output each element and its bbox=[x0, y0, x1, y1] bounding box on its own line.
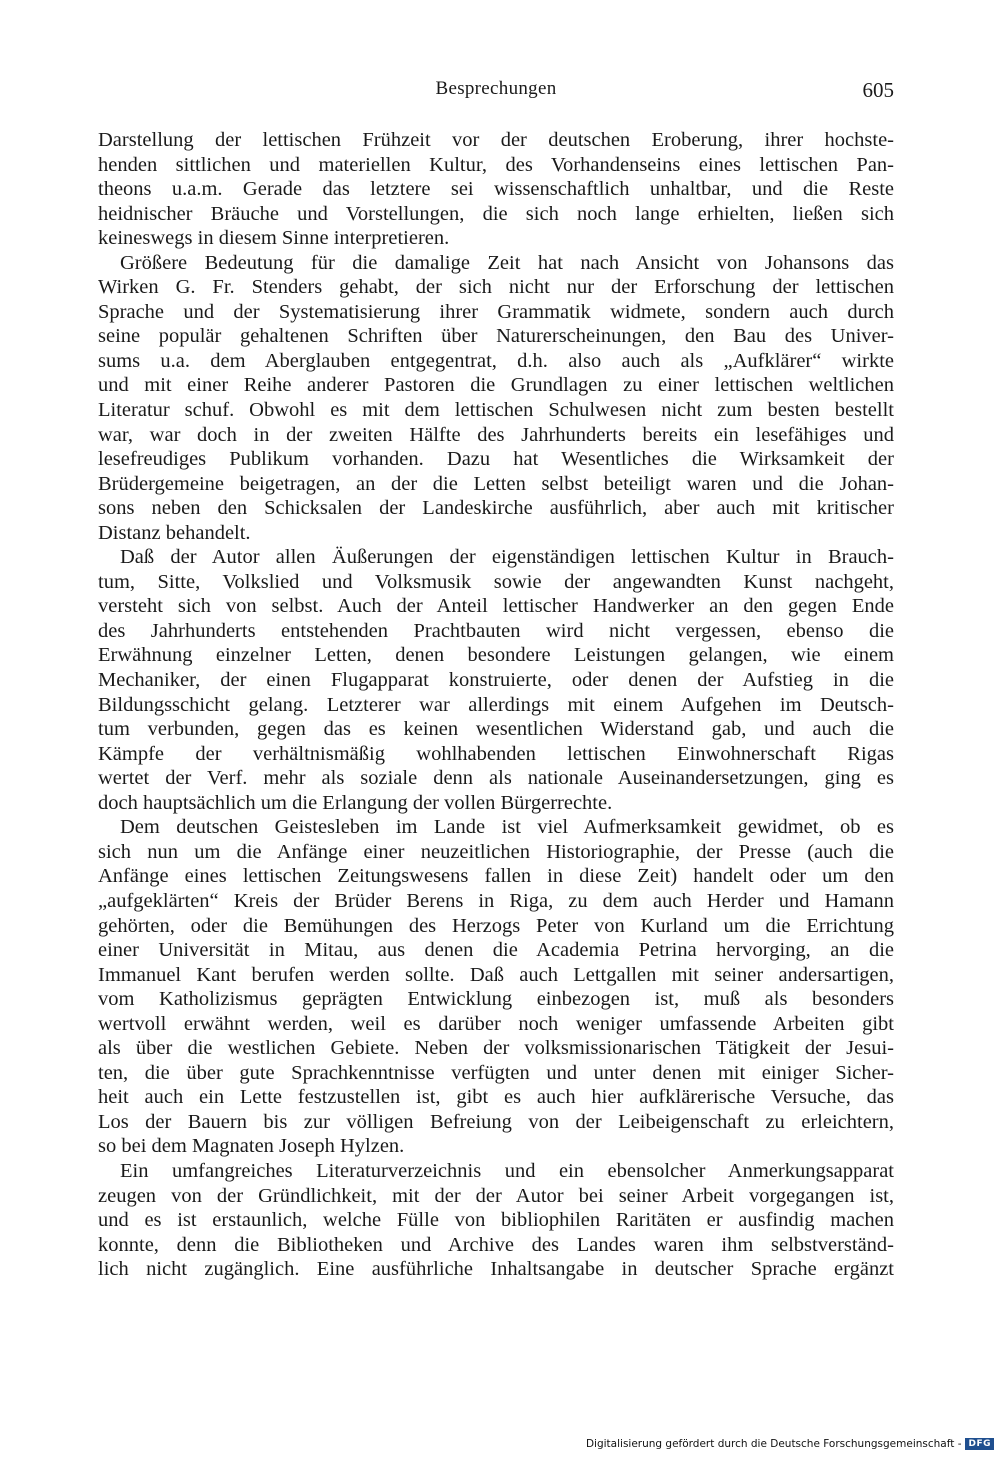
paragraph-start-line: Größere Bedeutung für die damalige Zeit hat nach Ansicht von Johansons das bbox=[120, 251, 894, 274]
text-line: einer Universität in Mitau, aus denen die Academia Petrina hervorging, an die bbox=[98, 939, 894, 962]
text-line: Mechaniker, der einen Flugapparat konstruierte, oder denen der Aufstieg in die bbox=[98, 669, 894, 692]
text-line: Brüdergemeine beigetragen, an der die Letten selbst beteiligt waren und die Johan- bbox=[98, 472, 894, 495]
text-line: Immanuel Kant berufen werden sollte. Daß auch Lettgallen mit seiner andersartigen, bbox=[98, 963, 894, 986]
text-line: Literatur schuf. Obwohl es mit dem lettischen Schulwesen nicht zum besten bestellt bbox=[98, 399, 894, 422]
text-line: sich nun um die Anfänge einer neuzeitlichen Historiographie, der Presse (auch die bbox=[98, 840, 894, 863]
paragraph-start-line: Daß der Autor allen Äußerungen der eigenständigen lettischen Kultur in Brauch- bbox=[120, 546, 894, 569]
text-line: und es ist erstaunlich, welche Fülle von bibliophilen Raritäten er ausfindig machen bbox=[98, 1209, 894, 1232]
text-line: des Jahrhunderts entstehenden Prachtbauten wird nicht vergessen, ebenso die bbox=[98, 619, 894, 642]
text-line: versteht sich von selbst. Auch der Anteil lettischer Handwerker an den gegen Ende bbox=[98, 595, 894, 618]
text-line: lich nicht zugänglich. Eine ausführliche Inhaltsangabe in deutscher Sprache ergänzt bbox=[98, 1258, 894, 1281]
page-number: 605 bbox=[862, 78, 894, 102]
text-line: Distanz behandelt. bbox=[98, 521, 251, 544]
text-line: heit auch ein Lette festzustellen ist, gibt es auch hier aufklärerische Versuche, das bbox=[98, 1086, 894, 1109]
text-line: konnte, denn die Bibliotheken und Archive des Landes waren ihm selbstverständ- bbox=[98, 1233, 894, 1256]
credit-text: Digitalisierung gefördert durch die Deutsche Forschungsgemeinschaft - bbox=[585, 1438, 962, 1450]
text-line: henden sittlichen und materiellen Kultur, des Vorhandenseins eines lettischen Pan- bbox=[98, 153, 894, 176]
text-line: Darstellung der lettischen Frühzeit vor der deutschen Eroberung, ihrer hochste- bbox=[98, 129, 894, 151]
text-line: war, war doch in der zweiten Hälfte des Jahrhunderts bereits ein lesefähiges und bbox=[98, 423, 894, 446]
text-line: vom Katholizismus geprägten Entwicklung einbezogen ist, muß als besonders bbox=[98, 988, 894, 1011]
text-line: zeugen von der Gründlichkeit, mit der der Autor bei seiner Arbeit vorgegangen ist, bbox=[98, 1184, 894, 1207]
text-line: Kämpfe der verhältnismäßig wohlhabenden lettischen Einwohnerschaft Rigas bbox=[98, 742, 894, 765]
text-line: und mit einer Reihe anderer Pastoren die Grundlagen zu einer lettischen weltlichen bbox=[98, 374, 894, 397]
text-line: sons neben den Schicksalen der Landeskirche ausführlich, aber auch mit kritischer bbox=[98, 497, 894, 520]
text-line: so bei dem Magnaten Joseph Hylzen. bbox=[98, 1135, 405, 1158]
text-line: wertet der Verf. mehr als soziale denn als nationale Auseinandersetzungen, ging es bbox=[98, 767, 894, 790]
text-line: lesefreudiges Publikum vorhanden. Dazu hat Wesentliches die Wirksamkeit der bbox=[98, 448, 894, 471]
text-line: Wirken G. Fr. Stenders gehabt, der sich nicht nur der Erforschung der lettischen bbox=[98, 276, 894, 299]
digitization-credit bbox=[586, 1438, 994, 1450]
text-line: doch hauptsächlich um die Erlangung der vollen Bürgerrechte. bbox=[98, 791, 613, 814]
text-line: Los der Bauern bis zur völligen Befreiung von der Leibeigenschaft zu erleichtern, bbox=[98, 1110, 894, 1133]
text-line: gehörten, oder die Bemühungen des Herzogs Peter von Kurland um die Errichtung bbox=[98, 914, 894, 937]
text-line: tum verbunden, gegen das es keinen wesentlichen Widerstand gab, und auch die bbox=[98, 718, 894, 741]
text-line: keineswegs in diesem Sinne interpretieren. bbox=[98, 227, 450, 250]
running-head bbox=[98, 78, 894, 108]
text-line: theons u.a.m. Gerade das letztere sei wissenschaftlich unhaltbar, und die Reste bbox=[98, 178, 894, 201]
text-line: Bildungsschicht gelang. Letzterer war allerdings mit einem Aufgehen im Deutsch- bbox=[98, 693, 894, 716]
text-line: Sprache und der Systematisierung ihrer Grammatik widmete, sondern auch durch bbox=[98, 300, 894, 323]
text-line: tum, Sitte, Volkslied und Volksmusik sowie der angewandten Kunst nachgeht, bbox=[98, 570, 894, 593]
article-body bbox=[98, 128, 894, 1282]
text-line: seine populär gehaltenen Schriften über Naturerscheinungen, den Bau des Univer- bbox=[98, 325, 894, 348]
dfg-logo-icon: DFG bbox=[965, 1438, 994, 1450]
paragraph-start-line: Ein umfangreiches Literaturverzeichnis und ein ebensolcher Anmerkungsapparat bbox=[120, 1159, 894, 1182]
text-line: wertvoll erwähnt werden, weil es darüber noch weniger umfassende Arbeiten gibt bbox=[98, 1012, 894, 1035]
paragraph-start-line: Dem deutschen Geistesleben im Lande ist viel Aufmerksamkeit gewidmet, ob es bbox=[120, 816, 894, 839]
text-line: Anfänge eines lettischen Zeitungswesens fallen in diese Zeit) handelt oder um den bbox=[98, 865, 894, 888]
text-line: heidnischer Bräuche und Vorstellungen, die sich noch lange erhielten, ließen sich bbox=[98, 202, 894, 225]
text-line: sums u.a. dem Aberglauben entgegentrat, d.h. also auch als „Aufklärer“ wirkte bbox=[98, 349, 894, 372]
text-line: Erwähnung einzelner Letten, denen besondere Leistungen gelangen, wie einem bbox=[98, 644, 894, 667]
text-line: „aufgeklärten“ Kreis der Brüder Berens in Riga, zu dem auch Herder und Hamann bbox=[98, 889, 894, 912]
text-line: als über die westlichen Gebiete. Neben der volksmissionarischen Tätigkeit der Jesui- bbox=[98, 1037, 894, 1060]
running-title: Besprechungen bbox=[435, 78, 557, 99]
text-line: ten, die über gute Sprachkenntnisse verfügten und unter denen mit einiger Sicher- bbox=[98, 1061, 894, 1084]
